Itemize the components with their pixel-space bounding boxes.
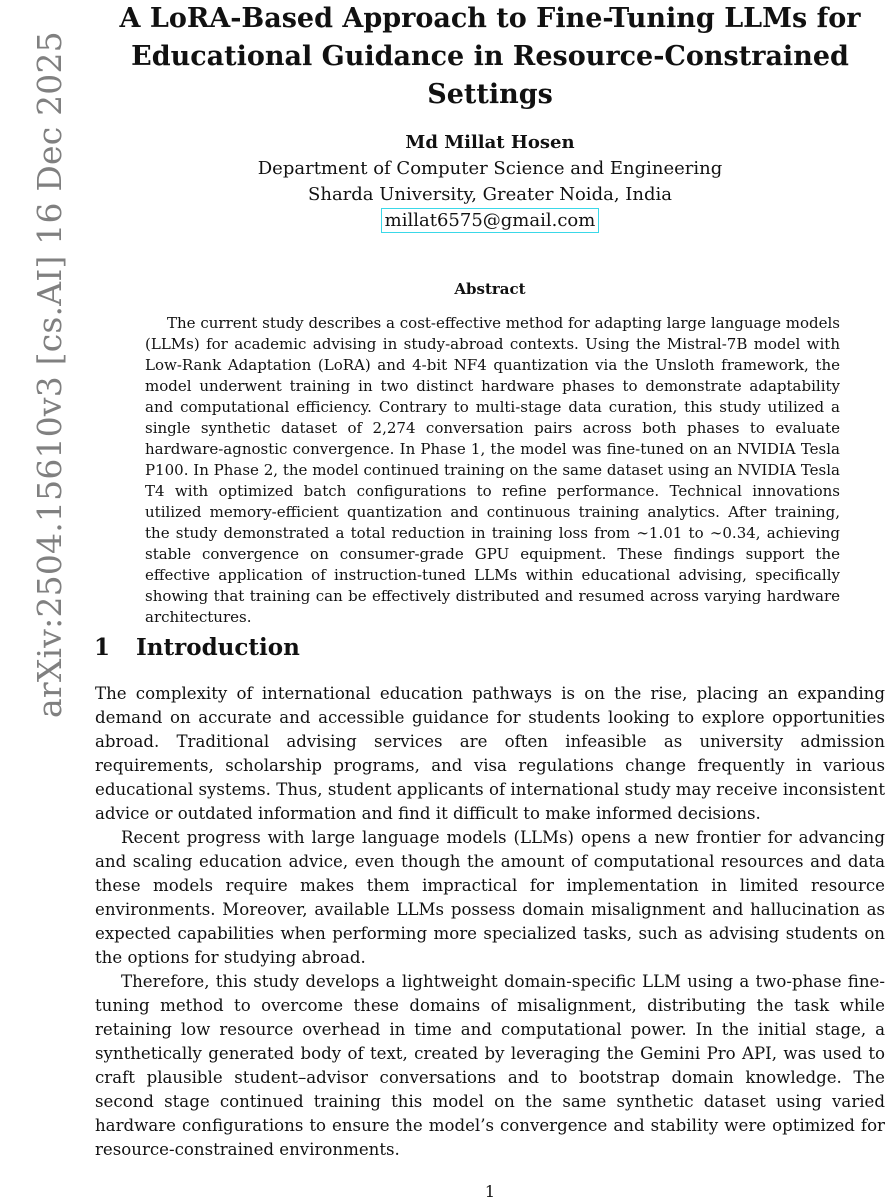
author-email-link[interactable]: millat6575@gmail.com bbox=[381, 208, 600, 233]
author-block bbox=[90, 130, 885, 234]
author-affiliation: Sharda University, Greater Noida, India bbox=[308, 184, 672, 205]
section-title: Introduction bbox=[136, 634, 300, 661]
arxiv-identifier-stamp: arXiv:2504.15610v3 [cs.AI] 16 Dec 2025 bbox=[30, 31, 69, 718]
title-line: Educational Guidance in Resource-Constrained bbox=[131, 41, 849, 72]
section-number: 1 bbox=[94, 634, 111, 661]
title-line: A LoRA-Based Approach to Fine-Tuning LLMs for bbox=[119, 3, 861, 34]
page-number: 1 bbox=[484, 1182, 496, 1201]
paragraph: The complexity of international education pathways is on the rise, placing an expanding demand on accurate and accessible guidance for students looking to explore opportunities abroad. Traditional advising services are often infeasible as university admission requirements, scholarship programs, and visa regulations change frequently in various educational systems. Thus, student applicants of international study may receive inconsistent advice or outdated information and find it difficult to make informed decisions. bbox=[95, 684, 885, 823]
introduction-body bbox=[95, 682, 885, 1162]
paragraph: Therefore, this study develops a lightweight domain-specific LLM using a two-phase fine-tuning method to overcome these domains of misalignment, distributing the task while retaining low resource overhead in time and computational power. In the initial stage, a synthetically generated body of text, created by leveraging the Gemini Pro API, was used to craft plausible student–advisor conversations and to bootstrap domain knowledge. The second stage continued training this model on the same synthetic dataset using varied hardware configurations to ensure the model’s convergence and stability were optimized for resource-constrained environments. bbox=[95, 972, 885, 1159]
author-name: Md Millat Hosen bbox=[405, 132, 575, 153]
paragraph: Recent progress with large language models (LLMs) opens a new frontier for advancing and scaling education advice, even though the amount of computational resources and data these models require makes them impractical for implementation in limited resource environments. Moreover, available LLMs possess domain misalignment and hallucination as expected capabilities when performing more specialized tasks, such as advising students on the options for studying abroad. bbox=[95, 828, 885, 967]
author-department: Department of Computer Science and Engineering bbox=[257, 158, 723, 179]
paper-title bbox=[90, 0, 885, 114]
title-line: Settings bbox=[427, 79, 553, 110]
abstract-text: The current study describes a cost-effective method for adapting large language models (LLMs) for academic advising in study-abroad contexts. Using the Mistral-7B model with Low-Rank Adaptation (LoRA) and 4-bit NF4 quantization via the Unsloth framework, the model underwent training in two distinct hardware phases to demonstrate adaptability and computational efficiency. Contrary to multi-stage data curation, this study utilized a single synthetic dataset of 2,274 conversation pairs across both phases to evaluate hardware-agnostic convergence. In Phase 1, the model was fine-tuned on an NVIDIA Tesla P100. In Phase 2, the model continued training on the same dataset using an NVIDIA Tesla T4 with optimized batch configurations to refine performance. Technical innovations utilized memory-efficient quantization and continuous training analytics. After training, the study demonstrated a total reduction in training loss from ∼1.01 to ∼0.34, achieving stable convergence on consumer-grade GPU equipment. These findings support the effective application of instruction-tuned LLMs within educational advising, specifically showing that training can be effectively distributed and resumed across varying hardware architectures. bbox=[145, 314, 840, 626]
section-heading-introduction bbox=[94, 634, 300, 661]
abstract-heading: Abstract bbox=[454, 280, 526, 298]
